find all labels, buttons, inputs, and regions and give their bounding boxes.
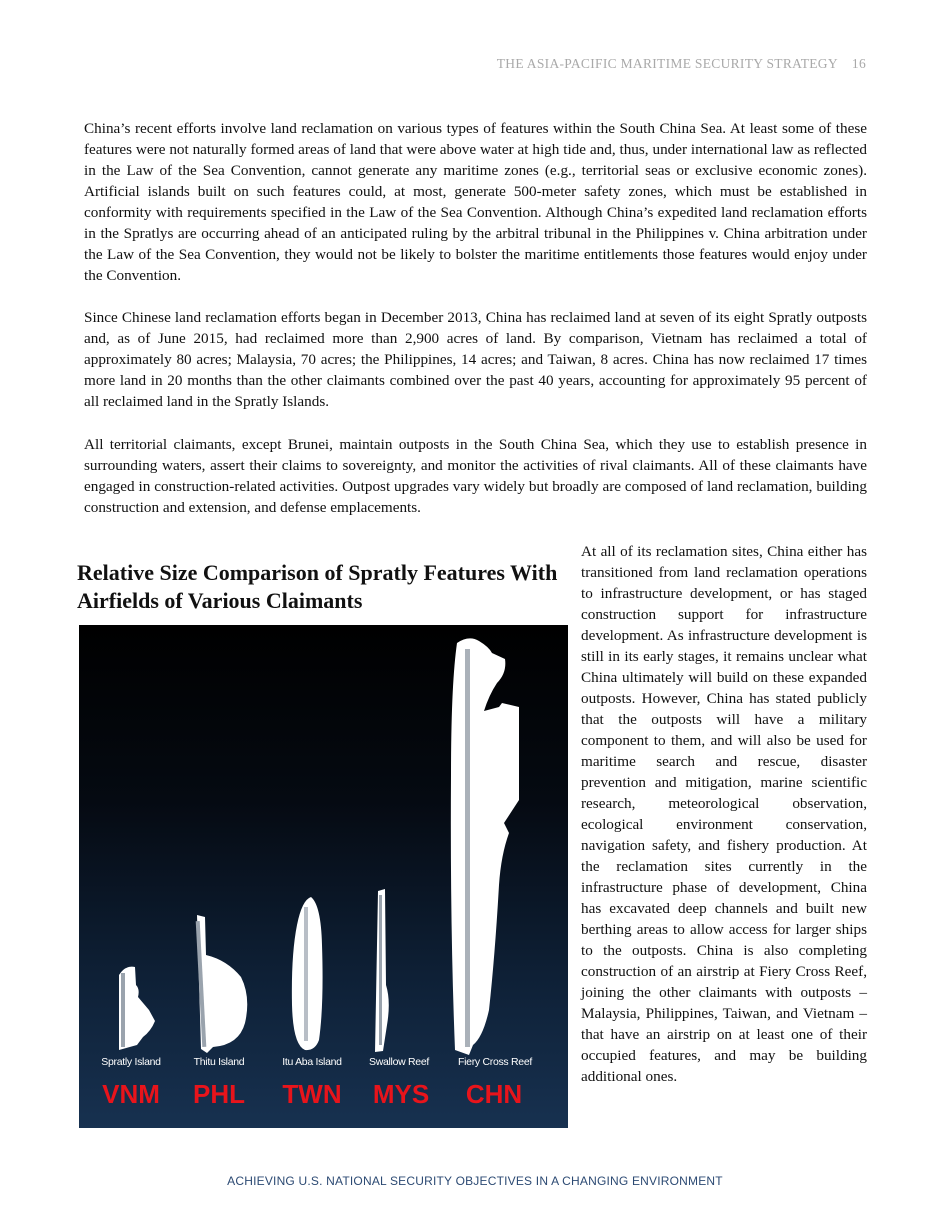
land-shape-fiery-cross-reef bbox=[451, 638, 519, 1055]
body-paragraph-2: Since Chinese land reclamation efforts began in December 2013, China has reclaimed land at seven of its eight Spratly outposts and, as of June 2015, had reclaimed more than 2,900 acres of land. By comparison, Vietnam has reclaimed a total of approximately 80 acres; Malaysia, 70 acres; the Philippines, 14 acres; and Taiwan, 8 acres. China has now reclaimed 17 times more land in 20 months than the other claimants combined over the past 40 years, accounting for approximately 95 percent of all reclaimed land in the Spratly Islands. bbox=[84, 309, 867, 410]
airstrip-itu-aba-island bbox=[304, 907, 308, 1041]
airstrip-spratly-island bbox=[121, 973, 125, 1047]
airstrip-fiery-cross-reef bbox=[465, 649, 470, 1047]
running-footer: ACHIEVING U.S. NATIONAL SECURITY OBJECTIVES IN A CHANGING ENVIRONMENT bbox=[227, 1174, 723, 1188]
running-header bbox=[497, 56, 866, 72]
country-code-vnm: VNM bbox=[102, 1079, 160, 1109]
airstrip-swallow-reef bbox=[379, 895, 382, 1045]
country-code-mys: MYS bbox=[372, 1079, 430, 1109]
body-paragraph-3: All territorial claimants, except Brunei, maintain outposts in the South China Sea, which they use to establish presence in surrounding waters, assert their claims to sovereignty, and monitor the activities of rival claimants. All of these claimants have engaged in construction-related activities. Outpost upgrades vary widely but broadly are composed of land reclamation, building construction and extension, and defense emplacements. bbox=[84, 436, 867, 516]
country-code-twn: TWN bbox=[282, 1079, 342, 1109]
country-code-chn: CHN bbox=[465, 1079, 523, 1109]
feature-label-thitu-island: Thitu Island bbox=[193, 1056, 245, 1068]
size-comparison-figure bbox=[79, 625, 568, 1128]
side-paragraph: At all of its reclamation sites, China either has transitioned from land reclamation operations to infrastructure development, or has staged construction support for infrastructure development. As infrastructure development is still in its early stages, it remains unclear what China ultimately will build on these expanded outposts. However, China has stated publicly that the outposts will have a military component to them, and will also be used for maritime search and rescue, disaster prevention and mitigation, marine scientific research, meteorological observation, ecological environment conservation, navigation safety, and fishery production. At the reclamation sites currently in the infrastructure phase of development, China has excavated deep channels and built new berthing areas to allow access for larger ships to the outposts. China is also completing construction of an airstrip at Fiery Cross Reef, joining the other claimants with outposts – Malaysia, Philippines, Taiwan, and Vietnam – that have an airstrip on at least one of their occupied features, and may be building additional ones. bbox=[581, 543, 867, 1085]
feature-label-spratly-island: Spratly Island bbox=[101, 1056, 161, 1068]
body-paragraph-1: China’s recent efforts involve land reclamation on various types of features within the South China Sea. At least some of these features were not naturally formed areas of land that were above water at high tide and, thus, under international law as reflected in the Law of the Sea Convention, cannot generate any maritime zones (e.g., territorial seas or exclusive economic zones). Artificial islands built on such features could, at most, generate 500-meter safety zones, which must be established in conformity with requirements specified in the Law of the Sea Convention. Although China’s expedited land reclamation efforts in the Spratlys are occurring ahead of an anticipated ruling by the arbitral tribunal in the Philippines v. China arbitration under the Law of the Sea Convention, they would not be likely to bolster the maritime entitlements those features would enjoy under the Convention. bbox=[84, 120, 867, 284]
figure-title: Relative Size Comparison of Spratly Features With Airfields of Various Claimants bbox=[77, 560, 558, 613]
feature-label-swallow-reef: Swallow Reef bbox=[368, 1056, 430, 1068]
country-code-phl: PHL bbox=[193, 1079, 245, 1109]
figure-graphic bbox=[79, 625, 568, 1128]
feature-label-fiery-cross-reef: Fiery Cross Reef bbox=[458, 1056, 532, 1068]
feature-label-itu-aba-island: Itu Aba Island bbox=[282, 1056, 342, 1068]
page-number: 16 bbox=[851, 56, 866, 71]
header-title: THE ASIA-PACIFIC MARITIME SECURITY STRATEGY bbox=[496, 56, 838, 71]
